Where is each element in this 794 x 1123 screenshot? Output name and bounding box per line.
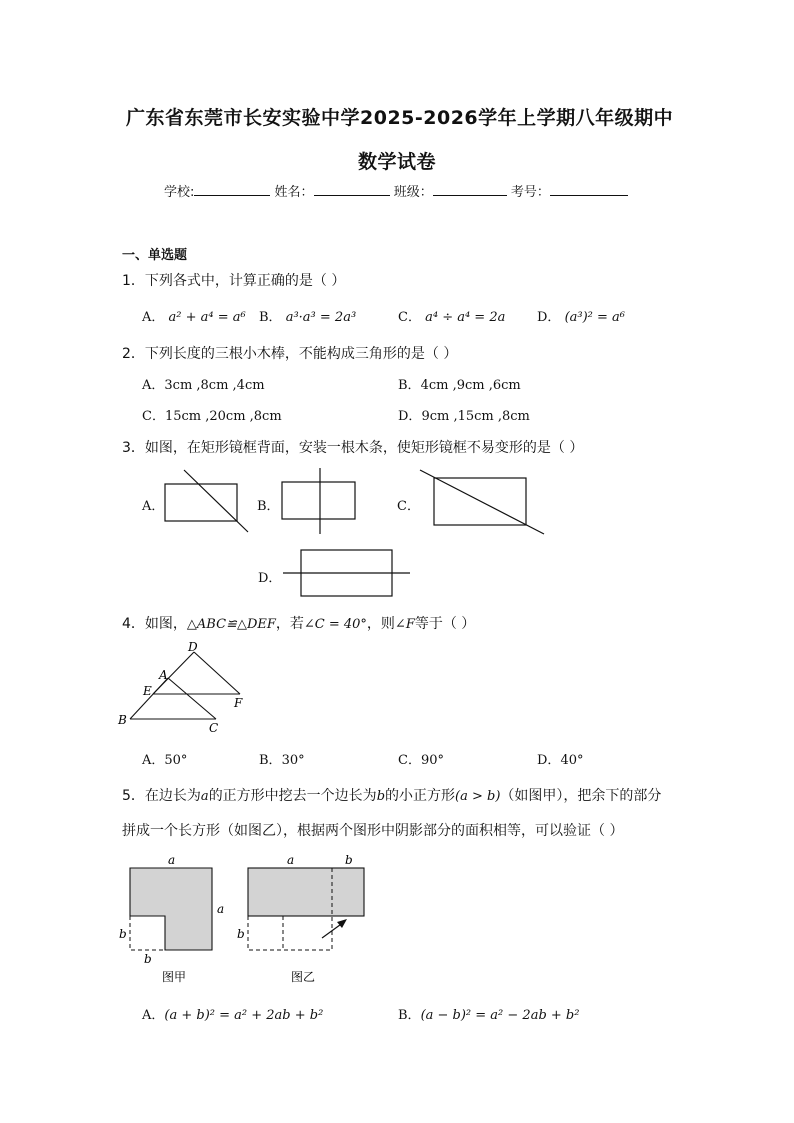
side-ac [168,678,216,719]
label-left-b: b [119,927,127,941]
option-expr: (a − b)² = a² − 2ab + b² [420,1008,580,1023]
option-letter: C． [142,409,165,424]
label-c: C [209,721,219,735]
option-text: 3cm ,8cm ,4cm [164,378,265,393]
stem-math: a [200,789,209,804]
info-fields [164,181,628,200]
option-letter: B． [259,753,282,768]
option-letter: C． [398,753,421,768]
q4-option-d[interactable] [537,749,583,768]
section-heading: 一、单选题 [122,248,188,263]
q1-option-d[interactable] [537,306,625,325]
stem-text: 4．如图， [122,616,187,632]
q5-option-a[interactable] [142,1004,323,1023]
q5-option-b[interactable] [398,1004,579,1023]
stem-text: 的正方形中挖去一个边长为 [208,788,377,804]
school-blank[interactable] [194,183,270,196]
class-label: 班级： [393,185,433,200]
q3-figure-d [283,548,413,600]
option-text: 15cm ,20cm ,8cm [164,409,282,424]
exam-no-label: 考号： [510,185,550,200]
option-text: 50° [164,753,188,768]
q2-option-d[interactable] [398,405,530,424]
exam-title-line2: 数学试卷 [358,151,437,173]
option-letter: A． [142,310,165,325]
q5-figure-yi [236,852,376,982]
stem-text: ，则 [366,616,395,632]
stem-math: b [376,789,386,804]
q4-option-a[interactable] [142,749,187,768]
frame-rect [165,484,237,521]
stem-math: ∠F [394,617,415,632]
question-4-stem [122,613,475,633]
question-5-line2: 拼成一个长方形（如图乙），根据两个图形中阴影部分的面积相等，可以验证（ ） [122,823,624,839]
removed-square [130,916,165,950]
label-e: E [143,684,152,698]
q3-figure-a [160,470,260,540]
stem-text: ，若 [275,616,304,632]
option-letter: D． [537,310,561,325]
option-expr: (a + b)² = a² + 2ab + b² [164,1008,324,1023]
label-d: D [188,640,198,654]
q4-option-b[interactable] [259,749,305,768]
label-top-b: b [345,853,353,867]
q3-option-b-letter[interactable]: B． [257,499,280,514]
option-text: 30° [281,753,305,768]
option-letter: A． [142,378,165,393]
label-top-a: a [168,853,176,867]
option-text: 4cm ,9cm ,6cm [420,378,521,393]
option-letter: B． [398,378,421,393]
class-blank[interactable] [433,183,507,196]
q4-triangles-figure [115,640,255,740]
option-text: 9cm ,15cm ,8cm [421,409,530,424]
option-letter: D． [537,753,561,768]
label-bottom-b: b [144,952,152,966]
frame-rect [282,482,355,519]
q3-figure-b [278,468,368,538]
removed-outline [248,916,332,950]
q3-option-d-letter[interactable]: D． [258,571,282,586]
option-letter: D． [398,409,422,424]
side-df [194,652,240,694]
q2-option-b[interactable] [398,374,521,393]
q2-option-c[interactable] [142,405,282,424]
option-letter: C． [398,310,421,325]
option-text: 90° [420,753,444,768]
stem-text: （如图甲），把余下的部分 [500,788,662,804]
q2-option-a[interactable] [142,374,265,393]
question-1-stem: 1．下列各式中，计算正确的是（ ） [122,273,346,289]
shaded-rectangle [248,868,364,916]
stem-math: △ABC≌△DEF [186,617,276,632]
option-letter: A． [142,753,165,768]
q1-option-c[interactable] [398,306,505,325]
option-letter: B． [398,1008,421,1023]
name-blank[interactable] [314,183,390,196]
q3-figure-c [418,468,548,538]
stem-math: ∠C = 40° [303,617,367,632]
label-right-a: a [217,902,225,916]
label-b: B [118,713,127,727]
q5-figure-jia [118,852,228,982]
stem-text: 等于（ ） [414,616,476,632]
name-label: 姓名： [274,185,314,200]
option-text: 40° [560,753,584,768]
caption-yi: 图乙 [291,970,316,984]
stem-math: (a > b) [455,789,501,804]
option-expr: (a³)² = a⁶ [564,310,626,325]
question-2-stem: 2．下列长度的三根小木棒，不能构成三角形的是（ ） [122,346,458,362]
stem-text: 5．在边长为 [122,788,201,804]
caption-jia: 图甲 [162,970,187,984]
exam-title-line1: 广东省东莞市长安实验中学2025-2026学年上学期八年级期中 [126,107,674,129]
q4-option-c[interactable] [398,749,444,768]
option-letter: A． [142,1008,165,1023]
question-5-line1 [122,785,661,805]
option-expr: a² + a⁴ = a⁶ [168,310,246,325]
label-top-a: a [287,853,295,867]
question-3-stem: 3．如图，在矩形镜框背面，安装一根木条，使矩形镜框不易变形的是（ ） [122,440,584,456]
stem-text: 的小正方形 [385,788,456,804]
q3-option-c-letter[interactable]: C． [397,499,420,514]
option-letter: B． [259,310,282,325]
label-a: A [159,668,168,682]
school-label: 学校: [164,185,195,200]
option-expr: a³·a³ = 2a³ [285,310,357,325]
label-f: F [234,696,243,710]
label-left-b: b [237,927,245,941]
option-expr: a⁴ ÷ a⁴ = 2a [425,310,506,325]
exam-no-blank[interactable] [550,183,628,196]
q3-option-a-letter[interactable]: A． [142,499,165,514]
wood-strip [184,470,248,532]
q1-option-a[interactable] [142,306,246,325]
q1-option-b[interactable] [259,306,356,325]
shaded-region [130,868,212,950]
